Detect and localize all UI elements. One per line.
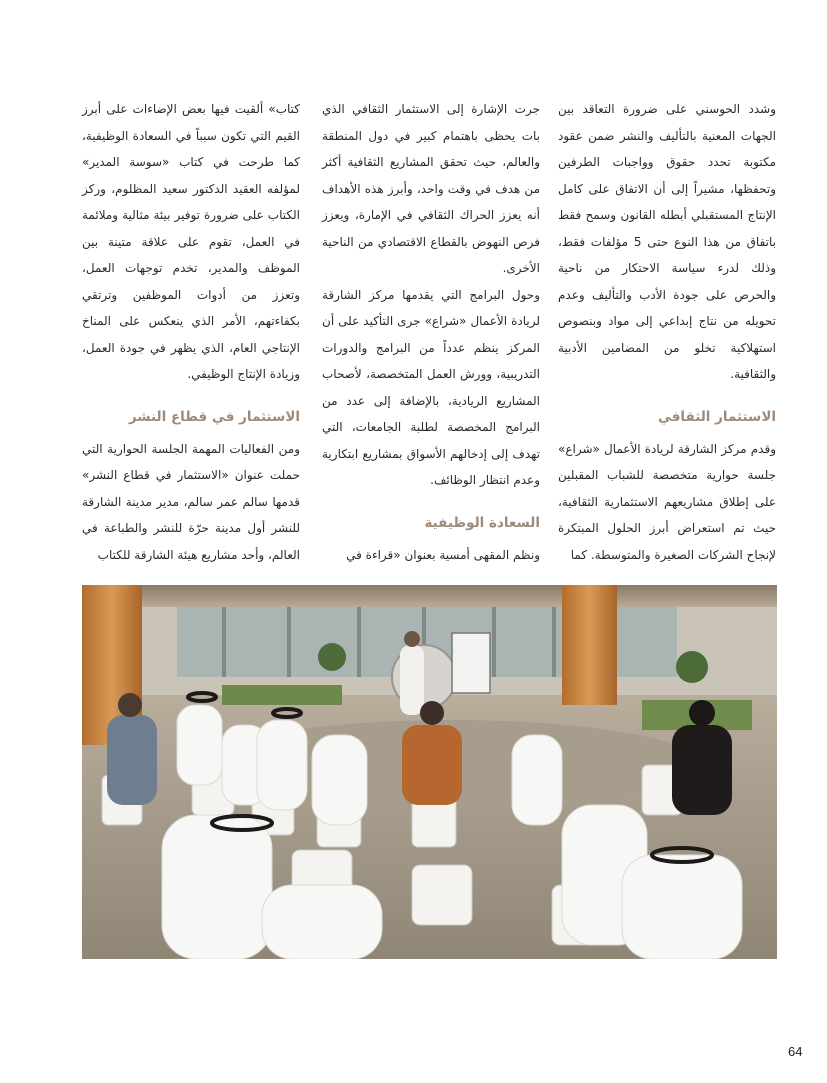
paragraph: جرت الإشارة إلى الاستثمار الثقافي الذي بات يحظى باهتمام كبير في دول المنطقة والعالم، حيث تحقق المشاريع الثقافية أكثر من هدف في وقت واحد، وأبرز هذه الأهداف أنه يعزز الحراك الثقافي في الإمارة، ويعزز فرص النهوض بالقطاع الاقتصادي من الناحية الأخرى. (322, 102, 540, 275)
section-heading: الاستثمار الثقافي (657, 408, 776, 425)
page-number: 64 (788, 1044, 803, 1059)
paragraph: وشدد الحوسني على ضرورة التعاقد بين الجهات المعنية بالتأليف والنشر ضمن عقود مكتوبة تحدد حقوق وواجبات الطرفين وتحفظها، مشيراً إلى أن الاتفاق على كامل الإنتاج المستقبلي أبطله القانون وسمح فقط باتفاق من هذا النوع حتى 5 مؤلفات فقط، وذلك لدرء سياسة الاحتكار من ناحية والحرص على جودة الأدب والتأليف وعدم تحويله من نتاج إبداعي إلى مواد وبنصوص استهلاكية تخلو من المضامين الأدبية والثقافية. (558, 102, 776, 381)
paragraph: ومن الفعاليات المهمة الجلسة الحوارية التي حملت عنوان «الاستثمار في قطاع النشر» قدمها سالم عمر سالم، مدير مدينة الشارقة للنشر أول مدينة حرّة للنشر والطباعة في العالم، وأحد مشاريع هيئة الشارقة للكتاب (82, 441, 300, 562)
event-photo (82, 585, 777, 959)
paragraph: وحول البرامج التي يقدمها مركز الشارقة لريادة الأعمال «شراع» جرى التأكيد على أن المركز ينظم عدداً من البرامج والدورات التدريبية، وورش العمل المتخصصة، لأصحاب المشاريع الريادية، بالإضافة إلى عدد من البرامج المخصصة لطلبة الجامعات، التي تهدف إلى إدخالهم الأسواق بمشاريع ابتكارية وعدم انتظار الوظائف. (322, 287, 540, 487)
section-heading: السعادة الوظيفية (424, 514, 540, 531)
article-column-middle (322, 96, 540, 568)
section-heading: الاستثمار في قطاع النشر (128, 408, 300, 425)
paragraph: وقدم مركز الشارقة لريادة الأعمال «شراع» جلسة حوارية متخصصة للشباب المقبلين على إطلاق مشاريعهم الاستثمارية الثقافية، حيث تم استعراض أبرز الحلول المبتكرة لإنجاح الشركات الصغيرة والمتوسطة. كما (558, 441, 776, 562)
paragraph: كتاب» ألقيت فيها بعض الإضاءات على أبرز القيم التي تكون سبباً في السعادة الوظيفية، كما طرحت في كتاب «سوسة المدير» لمؤلفه العقيد الدكتور سعيد المظلوم، وركز الكتاب على ضرورة توفير بيئة مثالية وملائمة في العمل، تقوم على علاقة متينة بين الموظف والمدير، تخدم توجهات العمل، وتعزز من أدوات الموظفين وترتقي بكفاءتهم، الأمر الذي ينعكس على المناخ الإنتاجي العام، الذي يظهر في جودة العمل، وزيادة الإنتاج الوظيفي. (82, 102, 300, 381)
article-column-right (558, 96, 776, 568)
article-column-left (82, 96, 300, 568)
paragraph: ونظم المقهى أمسية بعنوان «قراءة في (346, 547, 540, 562)
